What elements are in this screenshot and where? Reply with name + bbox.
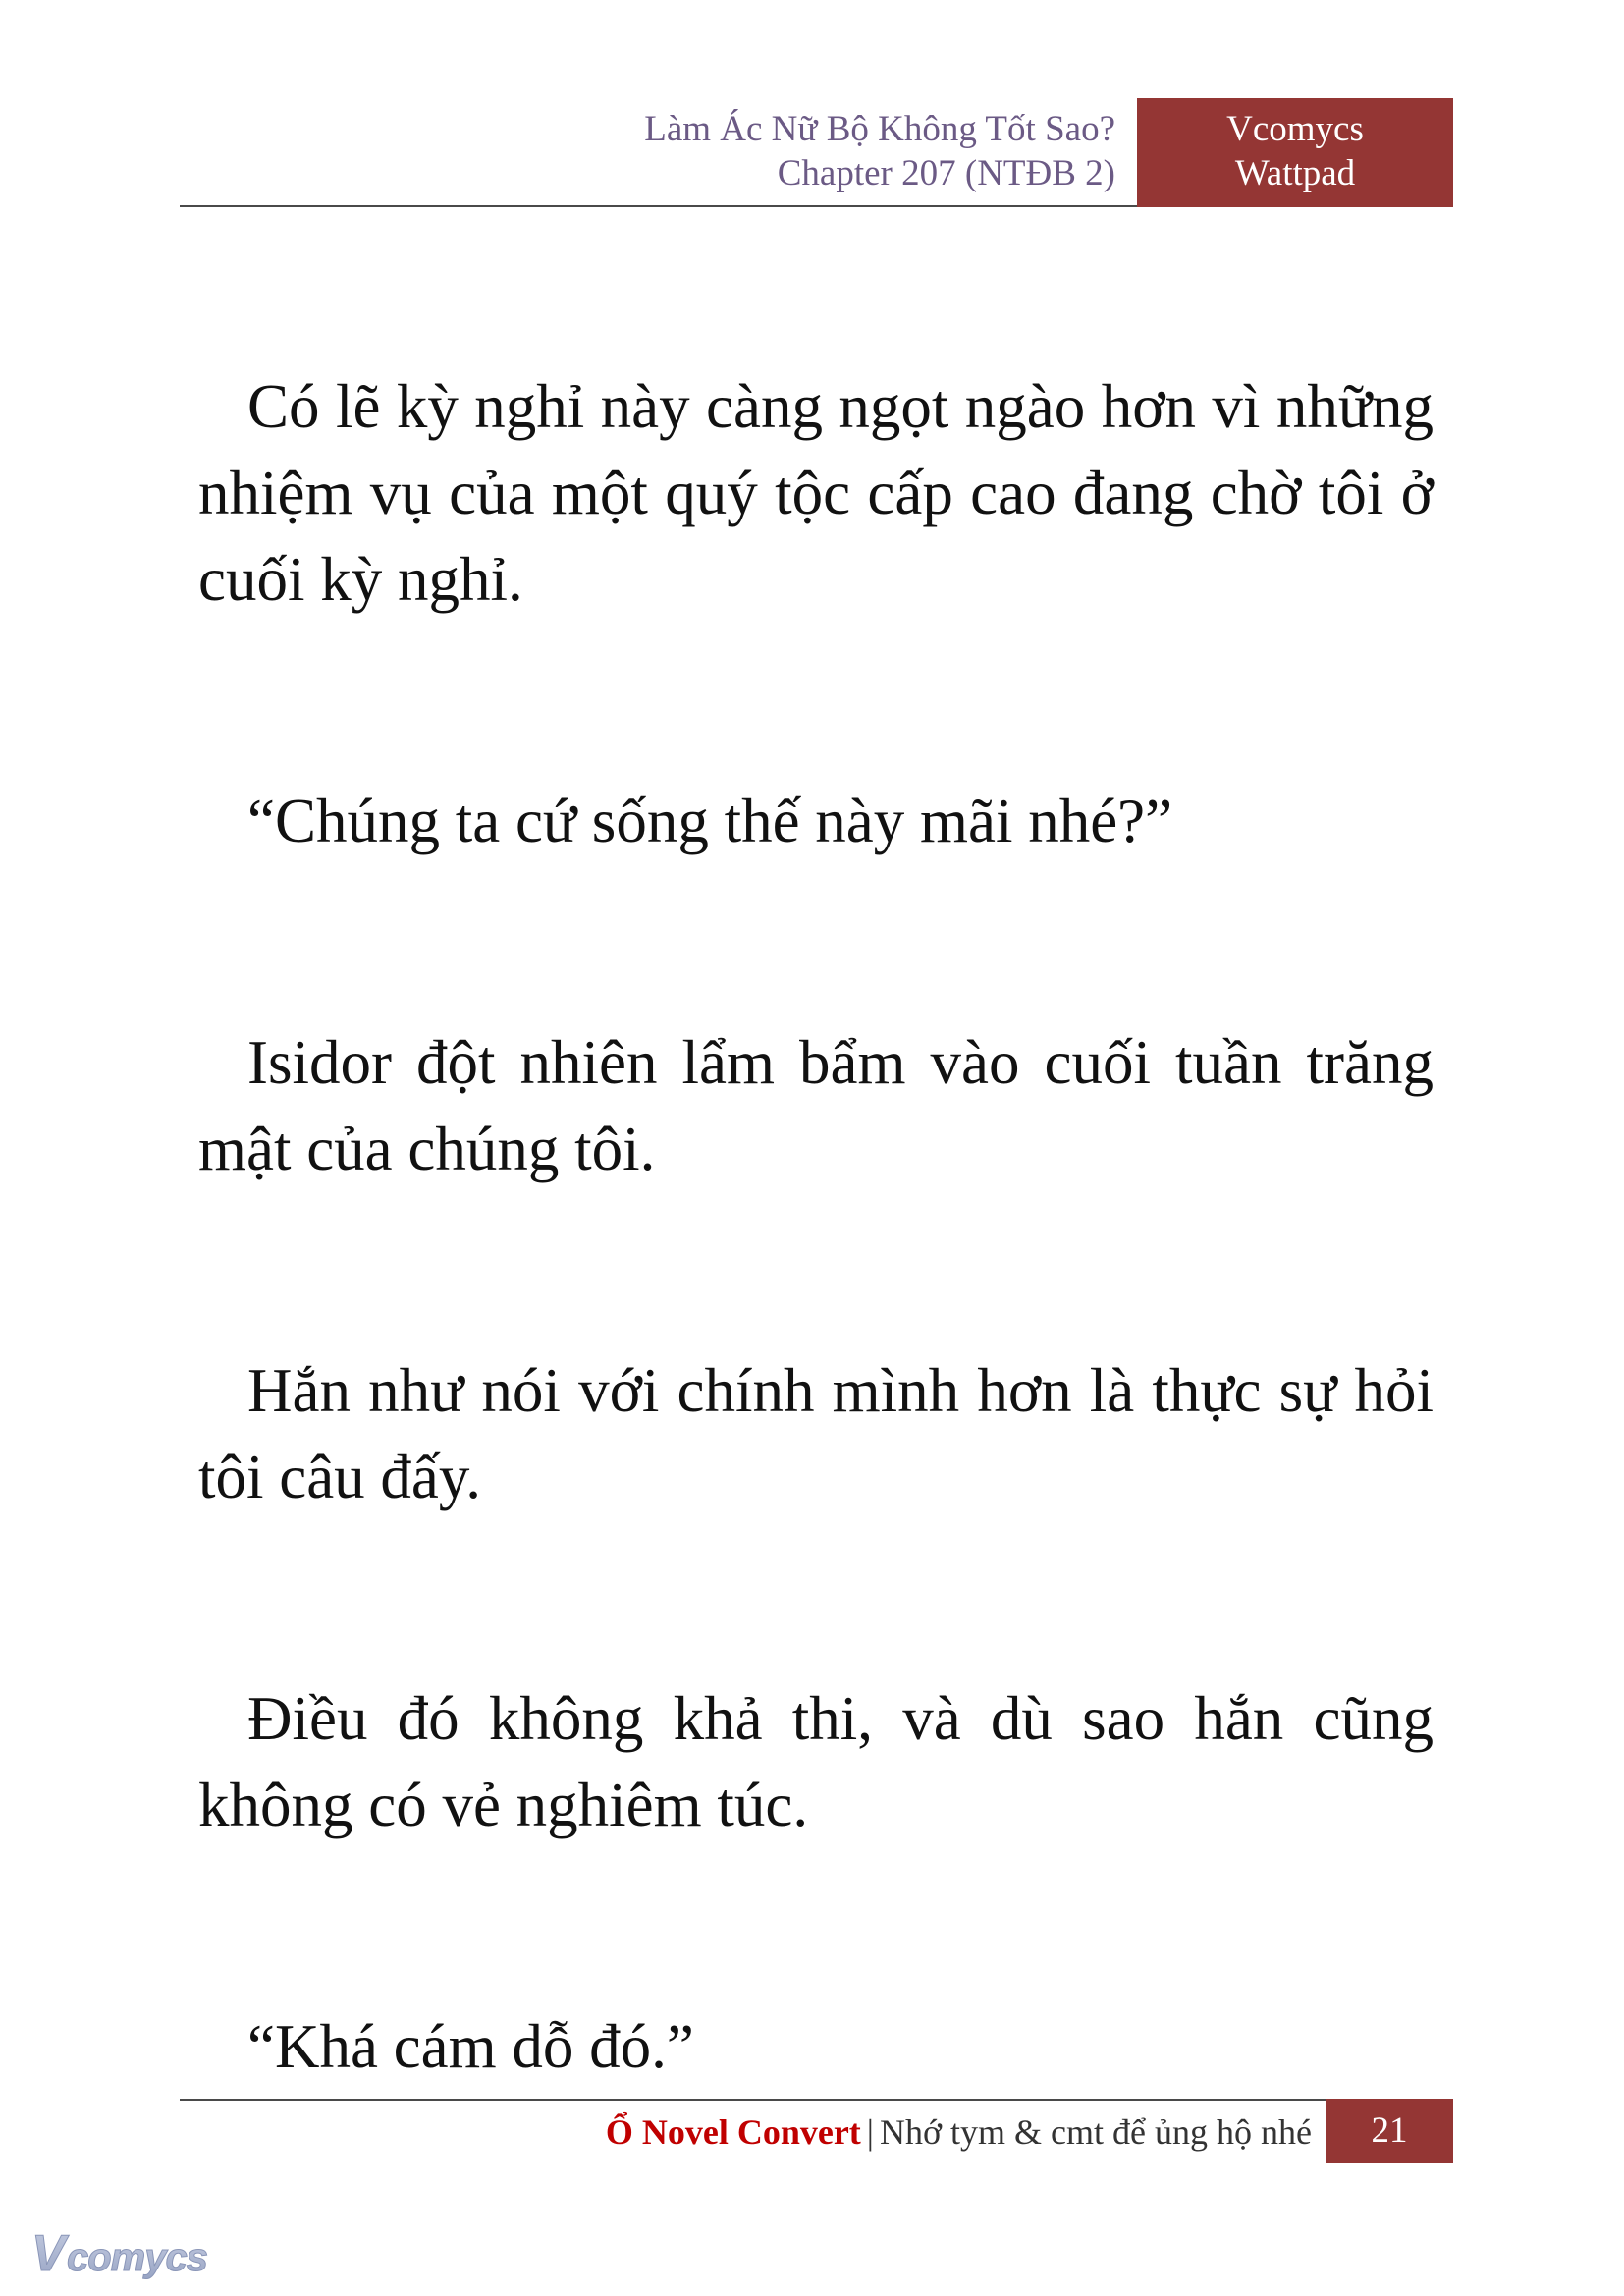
svg-text:V: V bbox=[31, 2225, 64, 2282]
chapter-title: Chapter 207 (NTĐB 2) bbox=[777, 153, 1115, 193]
brand-platform: Wattpad bbox=[1234, 153, 1356, 193]
footer-text bbox=[180, 2101, 1312, 2163]
watermark-logo-icon bbox=[27, 2221, 253, 2290]
header-divider bbox=[180, 205, 1137, 207]
paragraph: “Khá cám dỗ đó.” bbox=[247, 2012, 694, 2081]
vcomycs-watermark-logo bbox=[27, 2221, 253, 2290]
chapter-content bbox=[198, 363, 1434, 2090]
brand-name: Vcomycs bbox=[1226, 109, 1364, 149]
paragraph: Isidor đột nhiên lẩm bẩm vào cuối tuần trăng mật của chúng tôi. bbox=[198, 1028, 1434, 1183]
book-title: Làm Ác Nữ Bộ Không Tốt Sao? bbox=[644, 109, 1115, 149]
page-header bbox=[180, 98, 1453, 208]
footer-message: Nhớ tym & cmt để ủng hộ nhé bbox=[880, 2112, 1312, 2152]
paragraph: “Chúng ta cứ sống thế này mãi nhé?” bbox=[247, 787, 1173, 855]
header-brand-box bbox=[1137, 98, 1453, 207]
paragraph: Có lẽ kỳ nghỉ này càng ngọt ngào hơn vì những nhiệm vụ của một quý tộc cấp cao đang chờ tôi ở cuối kỳ nghỉ. bbox=[198, 372, 1434, 614]
page-footer bbox=[180, 2099, 1453, 2163]
footer-brand: Ổ Novel Convert bbox=[605, 2112, 861, 2152]
svg-text:comycs: comycs bbox=[67, 2236, 207, 2279]
header-titles bbox=[180, 98, 1129, 206]
footer-separator: | bbox=[866, 2112, 875, 2152]
paragraph: Hắn như nói với chính mình hơn là thực sự hỏi tôi câu đấy. bbox=[198, 1356, 1434, 1511]
paragraph: Điều đó không khả thi, và dù sao hắn cũng không có vẻ nghiêm túc. bbox=[198, 1684, 1434, 1839]
page-number: 21 bbox=[1326, 2099, 1453, 2163]
